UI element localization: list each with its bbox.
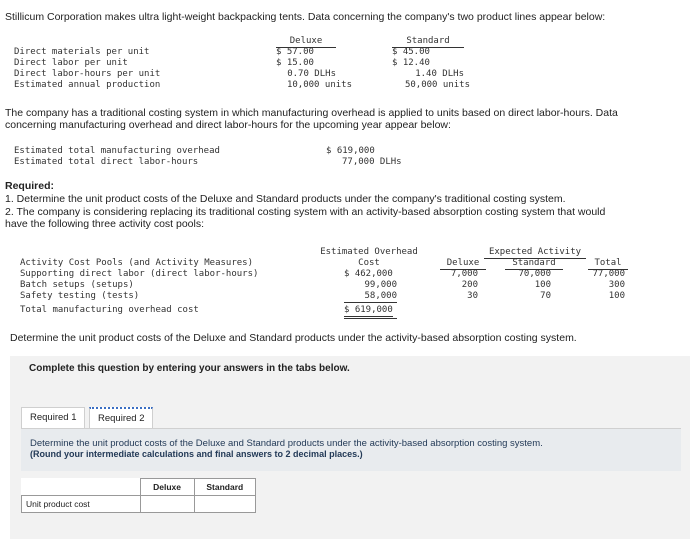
pool-label: Safety testing (tests) xyxy=(20,291,140,301)
answer-row-label: Unit product cost xyxy=(22,496,141,513)
task-box xyxy=(10,356,690,539)
pool-cost: 99,000 xyxy=(364,280,397,290)
deluxe-unit-cost-input[interactable] xyxy=(145,497,190,511)
deluxe-value: 10,000 units xyxy=(286,80,352,90)
deluxe-value: 0.70 DLHs xyxy=(287,69,336,79)
deluxe-value: $ 57.00 xyxy=(276,47,314,57)
pool-total: 100 xyxy=(608,291,625,301)
header-pools: Activity Cost Pools (and Activity Measures) xyxy=(20,258,253,268)
header-standard: Standard xyxy=(505,258,563,270)
header-overhead: Estimated Overhead xyxy=(320,247,418,257)
pool-deluxe: 200 xyxy=(461,280,478,290)
header-deluxe: Deluxe xyxy=(276,36,336,48)
header-deluxe: Deluxe xyxy=(440,258,486,270)
row-label: Direct materials per unit xyxy=(14,47,150,57)
intro-text: Stillicum Corporation makes ultra light-weight backpacking tents. Data concerning the company's two product lines appear below: xyxy=(5,11,606,23)
abc-question-text: Determine the unit product costs of the Deluxe and Standard products under the activity-based absorption costing system. xyxy=(10,332,577,344)
pool-cost: 58,000 xyxy=(344,291,397,303)
pool-label: Supporting direct labor (direct labor-hours) xyxy=(20,269,259,279)
requirement-2: 2. The company is considering replacing its traditional costing system with an activity-based absorption costing system that would xyxy=(5,206,606,218)
standard-value: $ 12.40 xyxy=(392,58,430,68)
answer-header-deluxe: Deluxe xyxy=(140,479,194,496)
pool-standard: 100 xyxy=(534,280,551,290)
answer-corner xyxy=(22,479,141,496)
estimate-value: $ 619,000 xyxy=(326,146,375,156)
row-label: Direct labor per unit xyxy=(14,58,128,68)
pool-cost: $ 462,000 xyxy=(344,269,393,279)
complete-question-text: Complete this question by entering your answers in the tabs below. xyxy=(29,363,350,374)
instruction-panel xyxy=(21,428,681,471)
pool-standard: 70,000 xyxy=(518,269,551,279)
answer-table xyxy=(21,478,256,513)
requirement-1: 1. Determine the unit product costs of the Deluxe and Standard products under the company's traditional costing system. xyxy=(5,193,566,205)
tab-required-1[interactable]: Required 1 xyxy=(21,407,85,429)
rounding-instruction: (Round your intermediate calculations and final answers to 2 decimal places.) xyxy=(30,449,363,459)
header-expected-activity: Expected Activity xyxy=(484,247,586,259)
tab-strip xyxy=(21,407,681,427)
pool-total: 77,000 xyxy=(592,269,625,279)
standard-value: 1.40 DLHs xyxy=(415,69,464,79)
pool-label: Batch setups (setups) xyxy=(20,280,134,290)
estimate-value: 77,000 DLHs xyxy=(342,157,402,167)
header-total: Total xyxy=(588,258,628,270)
traditional-system-text-2: concerning manufacturing overhead and direct labor-hours for the upcoming year appear below: xyxy=(5,119,451,131)
instruction-text: Determine the unit product costs of the Deluxe and Standard products under the activity-based absorption costing system. xyxy=(30,438,543,449)
double-underline xyxy=(344,318,397,319)
header-overhead-cost: Cost xyxy=(358,258,380,268)
pool-total: 300 xyxy=(608,280,625,290)
estimate-label: Estimated total manufacturing overhead xyxy=(14,146,220,156)
pool-deluxe: 7,000 xyxy=(450,269,478,279)
row-label: Estimated annual production xyxy=(14,80,161,90)
tab-required-2[interactable]: Required 2 xyxy=(89,407,153,430)
header-standard: Standard xyxy=(392,36,464,48)
standard-value: 50,000 units xyxy=(404,80,470,90)
requirement-2-cont: have the following three activity cost pools: xyxy=(5,218,205,230)
standard-cell xyxy=(194,496,255,513)
total-overhead-label: Total manufacturing overhead cost xyxy=(20,305,199,315)
standard-unit-cost-input[interactable] xyxy=(199,497,251,511)
answer-header-standard: Standard xyxy=(194,479,255,496)
total-overhead-cost: $ 619,000 xyxy=(344,305,393,315)
pool-standard: 70 xyxy=(540,291,551,301)
pool-deluxe: 30 xyxy=(467,291,478,301)
traditional-system-text: The company has a traditional costing system in which manufacturing overhead is applied to units based on direct labor-hours. Data xyxy=(5,107,618,119)
standard-value: $ 45.00 xyxy=(392,47,430,57)
deluxe-cell xyxy=(140,496,194,513)
estimate-label: Estimated total direct labor-hours xyxy=(14,157,199,167)
required-heading: Required: xyxy=(5,180,55,192)
deluxe-value: $ 15.00 xyxy=(276,58,314,68)
row-label: Direct labor-hours per unit xyxy=(14,69,161,79)
